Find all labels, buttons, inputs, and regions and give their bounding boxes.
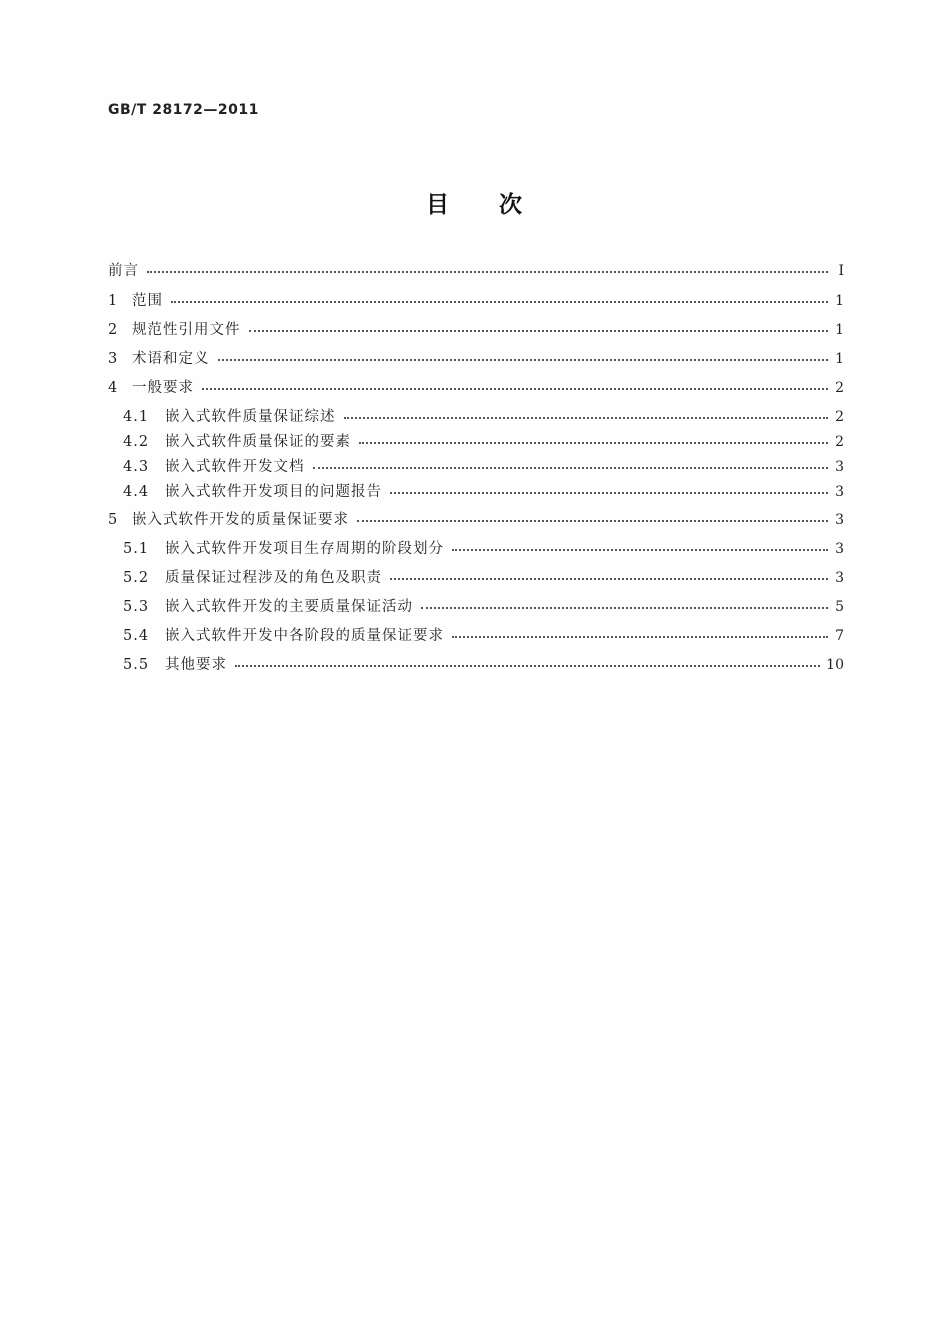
toc-entry-2[interactable] [108, 321, 844, 339]
toc-leader-dots [218, 359, 829, 361]
toc-entry-5[interactable] [108, 511, 844, 529]
toc-entry-4[interactable] [108, 379, 844, 397]
toc-leader-dots [313, 467, 829, 469]
toc-leader-dots [249, 330, 829, 332]
toc-page-number: 2 [835, 409, 844, 425]
toc-label: 嵌入式软件开发项目的问题报告 [165, 484, 382, 500]
toc-leader-dots [357, 520, 828, 522]
toc-number: 2 [108, 322, 119, 338]
toc-page-number: 2 [835, 380, 844, 396]
toc-label: 质量保证过程涉及的角色及职责 [165, 570, 382, 586]
toc-label: 一般要求 [132, 380, 194, 396]
toc-entry-foreword[interactable] [108, 262, 844, 280]
toc-label: 术语和定义 [132, 351, 210, 367]
toc-label: 嵌入式软件开发文档 [165, 459, 305, 475]
toc-label: 前言 [108, 263, 139, 279]
toc-page-number: 7 [835, 628, 844, 644]
toc-number: 1 [108, 293, 119, 309]
toc-entry-4-1[interactable] [108, 408, 844, 426]
toc-leader-dots [390, 492, 828, 494]
toc-leader-dots [171, 301, 828, 303]
toc-number: 5.3 [123, 599, 150, 615]
toc-leader-dots [235, 665, 820, 667]
standard-code: GB/T 28172—2011 [108, 102, 259, 118]
toc-entry-5-2[interactable] [108, 569, 844, 587]
toc-number: 5.1 [123, 541, 150, 557]
toc-leader-dots [452, 636, 828, 638]
toc-number: 4.3 [123, 459, 150, 475]
toc-number: 4 [108, 380, 119, 396]
toc-label: 嵌入式软件质量保证综述 [165, 409, 336, 425]
toc-page-number: 1 [835, 351, 844, 367]
toc-page-number: 10 [826, 657, 844, 673]
toc-entry-3[interactable] [108, 350, 844, 368]
toc-label: 嵌入式软件开发的质量保证要求 [132, 512, 349, 528]
toc-page-number: 3 [835, 541, 844, 557]
toc-label: 其他要求 [165, 657, 227, 673]
table-of-contents [108, 262, 844, 674]
toc-page-number: Ⅰ [838, 263, 844, 279]
title-char-1: 目 [426, 192, 451, 218]
toc-page-number: 2 [835, 434, 844, 450]
toc-entry-5-4[interactable] [108, 627, 844, 645]
toc-leader-dots [452, 549, 828, 551]
toc-entry-5-3[interactable] [108, 598, 844, 616]
toc-label: 嵌入式软件开发的主要质量保证活动 [165, 599, 413, 615]
toc-page-number: 3 [835, 512, 844, 528]
toc-label: 嵌入式软件质量保证的要素 [165, 434, 351, 450]
toc-number: 5.5 [123, 657, 150, 673]
toc-number: 4.1 [123, 409, 150, 425]
toc-page-number: 3 [835, 459, 844, 475]
toc-label: 嵌入式软件开发中各阶段的质量保证要求 [165, 628, 444, 644]
toc-leader-dots [390, 578, 828, 580]
toc-number: 5 [108, 512, 119, 528]
toc-label: 范围 [132, 293, 163, 309]
toc-leader-dots [202, 388, 828, 390]
toc-number: 3 [108, 351, 119, 367]
toc-leader-dots [147, 271, 828, 273]
page-title [0, 186, 950, 219]
toc-entry-1[interactable] [108, 292, 844, 310]
toc-entry-4-4[interactable] [108, 483, 844, 501]
toc-page-number: 3 [835, 570, 844, 586]
toc-leader-dots [344, 417, 829, 419]
toc-label: 嵌入式软件开发项目生存周期的阶段划分 [165, 541, 444, 557]
toc-entry-4-2[interactable] [108, 433, 844, 451]
toc-label: 规范性引用文件 [132, 322, 241, 338]
toc-entry-5-5[interactable] [108, 656, 844, 674]
toc-number: 5.4 [123, 628, 150, 644]
toc-number: 4.2 [123, 434, 150, 450]
title-char-2: 次 [499, 192, 524, 218]
toc-page-number: 5 [835, 599, 844, 615]
toc-leader-dots [359, 442, 828, 444]
toc-page-number: 3 [835, 484, 844, 500]
toc-page-number: 1 [835, 322, 844, 338]
toc-entry-4-3[interactable] [108, 458, 844, 476]
toc-page-number: 1 [835, 293, 844, 309]
toc-leader-dots [421, 607, 828, 609]
toc-number: 4.4 [123, 484, 150, 500]
toc-entry-5-1[interactable] [108, 540, 844, 558]
toc-number: 5.2 [123, 570, 150, 586]
